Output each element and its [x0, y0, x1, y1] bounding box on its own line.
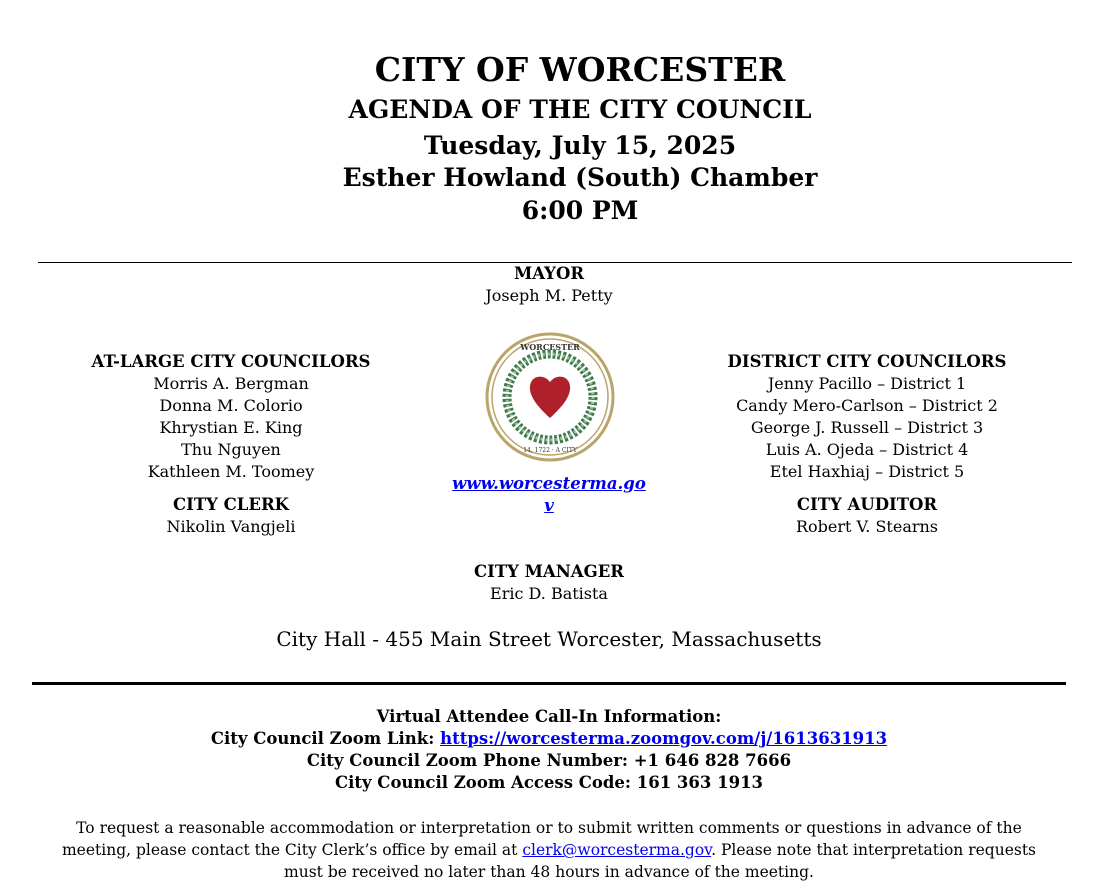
notice-line-2	[0, 839, 1098, 861]
agenda-title: AGENDA OF THE CITY COUNCIL	[348, 95, 812, 124]
meeting-location: Esther Howland (South) Chamber	[342, 163, 818, 192]
councilor-name: Donna M. Colorio	[159, 396, 303, 415]
notice-text: . Please note that interpretation requests	[711, 841, 1037, 859]
clerk-name: Nikolin Vangjeli	[166, 517, 296, 536]
city-hall-address: City Hall - 455 Main Street Worcester, Massachusetts	[276, 627, 822, 651]
city-title: CITY OF WORCESTER	[374, 50, 786, 89]
meeting-date: Tuesday, July 15, 2025	[423, 131, 737, 160]
councilor-name: Morris A. Bergman	[153, 374, 309, 393]
clerk-heading: CITY CLERK	[172, 495, 289, 514]
councilor-name: Luis A. Ojeda – District 4	[765, 440, 969, 459]
councilor-name: Jenny Pacillo – District 1	[767, 374, 967, 393]
virtual-heading: Virtual Attendee Call-In Information:	[376, 707, 722, 726]
manager-heading: CITY MANAGER	[474, 562, 624, 581]
at-large-heading: AT-LARGE CITY COUNCILORS	[91, 352, 371, 371]
councilor-name: Thu Nguyen	[181, 440, 281, 459]
zoom-access-code: City Council Zoom Access Code: 161 363 1913	[334, 773, 764, 792]
notice-line-3: must be received no later than 48 hours in advance of the meeting.	[284, 863, 814, 881]
councilor-name: George J. Russell – District 3	[750, 418, 984, 437]
website-link-continued[interactable]: v	[544, 496, 554, 515]
zoom-link-label: City Council Zoom Link:	[210, 729, 441, 748]
svg-text:14, 1722 · A CITY: 14, 1722 · A CITY	[523, 447, 577, 454]
auditor-name: Robert V. Stearns	[795, 517, 939, 536]
thick-divider	[32, 682, 1066, 685]
accommodation-notice	[0, 817, 1098, 883]
manager-block	[349, 561, 749, 605]
mayor-heading: MAYOR	[513, 264, 585, 283]
councilor-name: Khrystian E. King	[159, 418, 303, 437]
svg-text:WORCESTER: WORCESTER	[520, 342, 580, 352]
councilor-name: Etel Haxhiaj – District 5	[769, 462, 965, 481]
district-councilors	[667, 351, 1067, 538]
auditor-heading: CITY AUDITOR	[796, 495, 938, 514]
district-heading: DISTRICT CITY COUNCILORS	[727, 352, 1007, 371]
councilor-name: Kathleen M. Toomey	[147, 462, 315, 481]
zoom-phone: City Council Zoom Phone Number: +1 646 828 7666	[306, 751, 792, 770]
virtual-info	[49, 706, 1049, 794]
meeting-time: 6:00 PM	[521, 196, 639, 225]
manager-name: Eric D. Batista	[490, 584, 608, 603]
notice-text: meeting, please contact the City Clerk’s office by email at	[61, 841, 523, 859]
notice-line-1: To request a reasonable accommodation or interpretation or to submit written comments or questions in advance of the	[76, 819, 1022, 837]
website-link-wrap	[424, 473, 674, 517]
website-link[interactable]: www.worcesterma.go	[452, 474, 646, 493]
mayor-name: Joseph M. Petty	[485, 286, 613, 305]
clerk-email-link[interactable]: clerk@worcesterma.gov	[522, 841, 712, 859]
zoom-link-line	[49, 728, 1049, 750]
city-seal-icon	[485, 332, 615, 462]
councilor-name: Candy Mero-Carlson – District 2	[736, 396, 998, 415]
zoom-link[interactable]: https://worcesterma.zoomgov.com/j/1613631913	[440, 729, 888, 748]
mayor-block	[349, 263, 749, 307]
at-large-councilors	[31, 351, 431, 538]
